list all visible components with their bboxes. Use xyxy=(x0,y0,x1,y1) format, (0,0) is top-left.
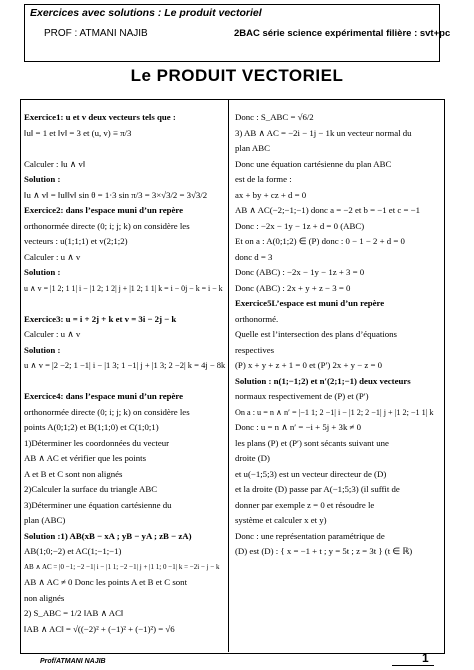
text-line: Donc : u = n ∧ n′ = −i + 5j + 3k ≠ 0 xyxy=(235,422,361,432)
text-line: 2) S_ABC = 1/2 ‖AB ∧ AC‖ xyxy=(24,608,124,618)
text-line: Calculer : ‖u ∧ v‖ xyxy=(24,158,86,169)
text-line: et la droite (D) passe par A(−1;5;3) (il suffit de xyxy=(235,484,400,494)
text-line: points A(0;1;2) et B(1;1;0) et C(1;0;1) xyxy=(24,422,159,432)
column-divider xyxy=(228,99,229,652)
text-line: les plans (P) et (P′) sont sécants suivant une xyxy=(235,437,389,448)
text-line: AB ∧ AC(−2;−1;−1) donc a = −2 et b = −1 et c = −1 xyxy=(235,205,420,215)
text-line: 3) AB ∧ AC = −2i − 1j − 1k un vecteur normal du xyxy=(235,127,412,138)
left-column xyxy=(24,110,226,637)
header-class: 2BAC série science expérimental filière : svt+pc xyxy=(234,28,451,39)
text-line: Donc : −2x − 1y − 1z + d = 0 (ABC) xyxy=(235,220,365,231)
text-line: non alignés xyxy=(24,592,65,603)
text-line xyxy=(24,141,226,157)
text-line: 1)Déterminer les coordonnées du vecteur xyxy=(24,437,170,448)
text-line: u ∧ v = |2 −2; 1 −1| i − |1 3; 1 −1| j + |1 3; 2 −2| k = 4j − 8k xyxy=(24,360,226,370)
text-line: ax + by + cz + d = 0 xyxy=(235,189,307,200)
text-line: droite (D) xyxy=(235,453,270,463)
text-line: donner par exemple z = 0 et résoudre le xyxy=(235,499,375,510)
text-line: ‖u‖ = 1 et ‖v‖ = 3 et (u, v) ≡ π/3 xyxy=(24,127,132,138)
text-line: Calculer : u ∧ v xyxy=(24,251,81,262)
text-line: Donc une équation cartésienne du plan ABC xyxy=(235,158,392,169)
text-line: A et B et C sont non alignés xyxy=(24,468,123,479)
text-line: (D) est (D) : { x = −1 + t ; y = 5t ; z = 3t } (t ∈ ℝ) xyxy=(235,546,413,556)
text-line xyxy=(24,374,226,390)
text-line: est de la forme : xyxy=(235,174,292,184)
text-line: Solution : n(1;−1;2) et n′(2;1;−1) deux vecteurs xyxy=(235,375,411,386)
text-line xyxy=(24,296,226,312)
text-line: Exercice1: u et v deux vecteurs tels que : xyxy=(24,112,176,122)
text-line: AB(1;0;−2) et AC(1;−1;−1) xyxy=(24,546,122,556)
text-line: Donc (ABC) : −2x − 1y − 1z + 3 = 0 xyxy=(235,267,365,277)
text-line: 3)Déterminer une équation cartésienne du xyxy=(24,499,172,510)
right-column xyxy=(235,110,440,560)
page-title: Le PRODUIT VECTORIEL xyxy=(130,66,344,85)
text-line: respectives xyxy=(235,344,275,355)
text-line: Calculer : u ∧ v xyxy=(24,329,81,339)
text-line: Donc : S_ABC = √6/2 xyxy=(235,112,314,122)
text-line: orthonormée directe (0; i; j; k) on considère les xyxy=(24,406,190,417)
page-number: 1 xyxy=(422,651,429,665)
text-line: Solution : xyxy=(24,174,61,184)
text-line: et u(−1;5;3) est un vecteur directeur de (D) xyxy=(235,468,387,479)
text-line: Solution : xyxy=(24,267,61,277)
text-line: (P) x + y + z + 1 = 0 et (P′) 2x + y − z = 0 xyxy=(235,360,383,370)
text-line: On a : u = n ∧ n′ = |−1 1; 2 −1| i − |1 2; 2 −1| j + |1 2; −1 1| k xyxy=(235,407,434,417)
text-line: plan ABC xyxy=(235,143,270,153)
text-line: ‖u ∧ v‖ = ‖u‖‖v‖ sin θ = 1·3 sin π/3 = 3×√3/2 = 3√3/2 xyxy=(24,189,208,200)
text-line: AB ∧ AC = |0 −1; −2 −1| i − |1 1; −2 −1| j + |1 1; 0 −1| k = −2i − j − k xyxy=(24,562,220,571)
text-line: ‖AB ∧ AC‖ = √((−2)² + (−1)² + (−1)²) = √6 xyxy=(24,623,175,634)
text-line: Donc : une représentation paramétrique de xyxy=(235,530,385,541)
header-title: Exercices avec solutions : Le produit vectoriel xyxy=(30,7,262,19)
text-line: donc d = 3 xyxy=(235,251,273,262)
text-line: Donc (ABC) : 2x + y + z − 3 = 0 xyxy=(235,282,351,293)
text-line: normaux respectivement de (P) et (P′) xyxy=(235,391,369,401)
text-line: système et calculer x et y) xyxy=(235,515,327,525)
page-number-underline xyxy=(392,665,434,666)
text-line: Exercice2: dans l’espace muni d’un repère xyxy=(24,205,184,215)
text-line: Exercice5L’espace est muni d’un repère xyxy=(235,298,385,308)
header-prof: PROF : ATMANI NAJIB xyxy=(44,28,148,39)
text-line: 2)Calculer la surface du triangle ABC xyxy=(24,484,158,494)
text-line: Et on a : A(0;1;2) ∈ (P) donc : 0 − 1 − 2 + d = 0 xyxy=(235,236,405,246)
text-line: plan (ABC) xyxy=(24,515,66,525)
text-line: Exercice3: u = i + 2j + k et v = 3i − 2j − k xyxy=(24,313,177,324)
text-line: AB ∧ AC et vérifier que les points xyxy=(24,453,147,463)
text-line: Solution :1) AB(xB − xA ; yB − yA ; zB − zA) xyxy=(24,530,192,541)
text-line: vecteurs : u(1;1;1) et v(2;1;2) xyxy=(24,236,128,246)
text-line: AB ∧ AC ≠ 0 Donc les points A et B et C sont xyxy=(24,577,188,587)
text-line: u ∧ v = |1 2; 1 1| i − |1 2; 1 2| j + |1 2; 1 1| k = i − 0j − k = i − k xyxy=(24,283,223,293)
text-line: Solution : xyxy=(24,344,61,355)
text-line: orthonormée directe (0; i; j; k) on considère les xyxy=(24,220,190,231)
text-line: orthonormé. xyxy=(235,313,279,324)
footer-author: Prof/ATMANI NAJIB xyxy=(40,658,106,665)
text-line: Exercice4: dans l’espace muni d’un repère xyxy=(24,391,184,401)
text-line: Quelle est l’intersection des plans d’équations xyxy=(235,329,397,339)
